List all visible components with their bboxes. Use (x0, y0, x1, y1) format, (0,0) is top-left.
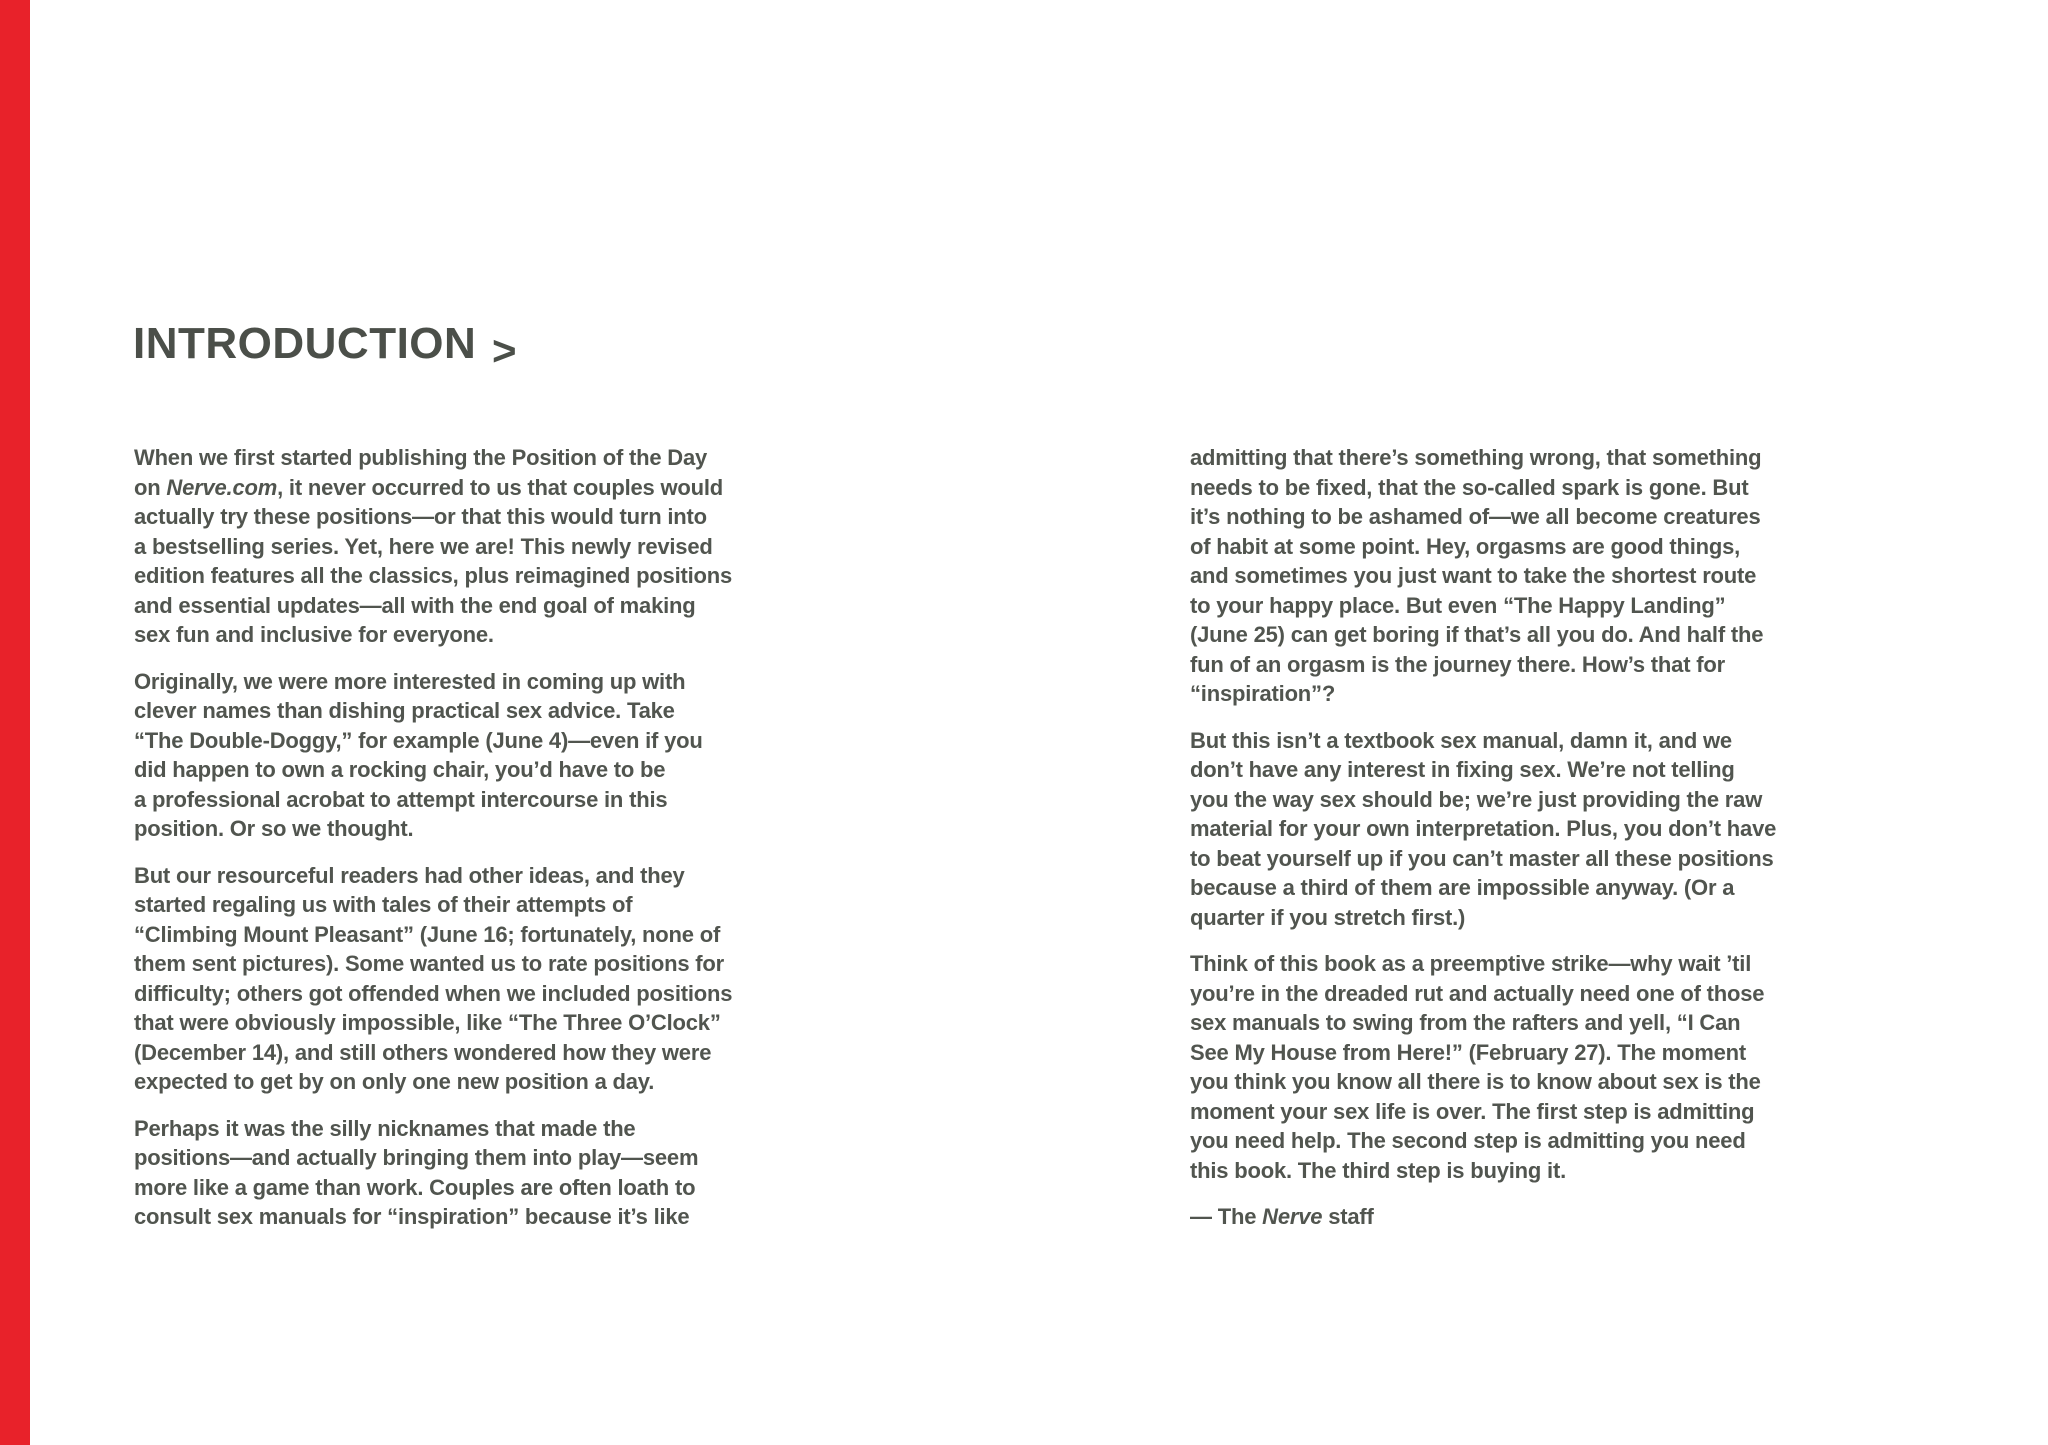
text-line: But our resourceful readers had other ideas, and they (134, 862, 685, 888)
paragraph (1190, 949, 1970, 1185)
text-line: But this isn’t a textbook sex manual, damn it, and we (1190, 727, 1732, 753)
text-line: difficulty; others got offended when we included positions (134, 980, 733, 1006)
paragraph (134, 1114, 894, 1232)
text-line: them sent pictures). Some wanted us to rate positions for (134, 951, 725, 976)
text-line: did happen to own a rocking chair, you’d have to be (134, 757, 666, 782)
text-line: “inspiration”? (1190, 681, 1336, 706)
text-line: (June 25) can get boring if that’s all you do. And half the (1190, 622, 1764, 647)
paragraph (1190, 443, 1970, 709)
chevron-right-icon: > (492, 327, 517, 374)
paragraph (134, 667, 894, 844)
text-line: — The Nerve staff (1190, 1204, 1374, 1229)
text-line: clever names than dishing practical sex advice. Take (134, 698, 675, 723)
text-line: a bestselling series. Yet, here we are! This newly revised (134, 533, 713, 559)
text-line: you need help. The second step is admitting you need (1190, 1128, 1746, 1153)
text-line: When we first started publishing the Position of the Day (134, 445, 708, 470)
text-line: fun of an orgasm is the journey there. How’s that for (1190, 651, 1725, 677)
text-line: positions—and actually bringing them into play—seem (134, 1145, 699, 1170)
text-line: on Nerve.com, it never occurred to us that couples would (134, 474, 724, 500)
text-line: it’s nothing to be ashamed of—we all become creatures (1190, 504, 1761, 529)
text-line: and essential updates—all with the end goal of making (134, 592, 696, 618)
text-line: actually try these positions—or that this would turn into (134, 504, 707, 529)
text-line: Originally, we were more interested in coming up with (134, 668, 686, 694)
text-line: sex fun and inclusive for everyone. (134, 622, 494, 647)
paragraph (1190, 1202, 1970, 1232)
text-line: Think of this book as a preemptive strike—why wait ’til (1190, 951, 1752, 976)
text-line: (December 14), and still others wondered how they were (134, 1039, 712, 1065)
text-line: and sometimes you just want to take the shortest route (1190, 563, 1757, 588)
text-line: expected to get by on only one new position a day. (134, 1069, 655, 1094)
text-line: position. Or so we thought. (134, 816, 414, 841)
text-line: consult sex manuals for “inspiration” because it’s like (134, 1204, 690, 1229)
text-line: you think you know all there is to know about sex is the (1190, 1069, 1761, 1094)
text-line: Perhaps it was the silly nicknames that made the (134, 1115, 636, 1141)
text-line: See My House from Here!” (February 27). The moment (1190, 1039, 1747, 1065)
paragraph (134, 443, 894, 650)
text-line: this book. The third step is buying it. (1190, 1157, 1566, 1183)
text-line: moment your sex life is over. The first step is admitting (1190, 1098, 1755, 1124)
text-line: to beat yourself up if you can’t master all these positions (1190, 845, 1774, 871)
paragraph (134, 861, 894, 1097)
text-line: material for your own interpretation. Plus, you don’t have (1190, 816, 1777, 841)
text-line: quarter if you stretch first.) (1190, 904, 1466, 930)
right-column (1190, 443, 1970, 1249)
text-line: admitting that there’s something wrong, that something (1190, 445, 1762, 470)
text-line: edition features all the classics, plus reimagined positions (134, 563, 733, 588)
text-line: needs to be fixed, that the so-called spark is gone. But (1190, 474, 1749, 500)
text-line: started regaling us with tales of their attempts of (134, 892, 633, 917)
left-column (134, 443, 894, 1249)
page-title: INTRODUCTION (133, 319, 477, 369)
text-line: sex manuals to swing from the rafters and yell, “I Can (1190, 1010, 1741, 1035)
paragraph (1190, 726, 1970, 933)
left-edge-red-strip (0, 0, 30, 1445)
text-line: more like a game than work. Couples are often loath to (134, 1174, 696, 1200)
text-line: because a third of them are impossible anyway. (Or a (1190, 875, 1735, 900)
text-line: that were obviously impossible, like “The Three O’Clock” (134, 1010, 721, 1035)
text-line: a professional acrobat to attempt intercourse in this (134, 786, 668, 812)
text-line: you the way sex should be; we’re just providing the raw (1190, 786, 1763, 812)
text-line: of habit at some point. Hey, orgasms are good things, (1190, 533, 1741, 559)
text-line: you’re in the dreaded rut and actually need one of those (1190, 980, 1765, 1006)
text-line: don’t have any interest in fixing sex. We’re not telling (1190, 757, 1735, 782)
text-line: “The Double-Doggy,” for example (June 4)—even if you (134, 727, 703, 753)
text-line: “Climbing Mount Pleasant” (June 16; fortunately, none of (134, 921, 721, 947)
text-line: to your happy place. But even “The Happy Landing” (1190, 592, 1726, 618)
